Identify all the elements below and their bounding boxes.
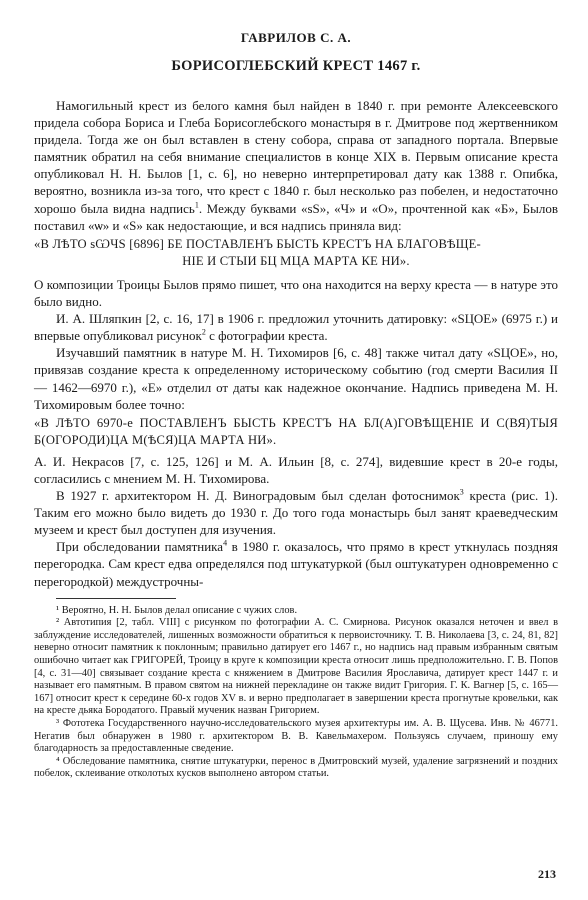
article-body (34, 97, 558, 590)
footnotes (34, 605, 558, 781)
paragraph-6 (34, 487, 558, 538)
inscription-tikhomirov: «В ЛѢТО 6970-е ПОСТАВЛЕНЪ БЫСТЬ КРЕСТЪ НА БЛ(А)ГОВѢЩЕНІЕ И С(ВЯ)ТЫЯ Б(ОГОРОДИ)ЦА М(ѢСЯ)ЦА МАРТА НИ». (34, 415, 558, 447)
footnote-ref[interactable]: 2 (201, 327, 206, 337)
paragraph-text: креста (рис. 1). Таким его можно было видеть до 1930 г. До того года монастырь был занят краеведческим музеем и крест был доступен для изучения. (34, 488, 558, 538)
paragraph-3 (34, 310, 558, 344)
inscription-line-1: «В ЛѢТО ѕѠЧS [6896] БЕ ПОСТАВЛЕНЪ БЫСТЬ КРЕСТЪ НА БЛАГОВѢЩЕ- (34, 236, 481, 251)
paragraph-7 (34, 538, 558, 589)
inscription-line-2: НІЕ И СТЫИ БЦ МЦА МАРТА КЕ НИ». (182, 253, 410, 268)
paragraph-text: с фотографии креста. (205, 328, 328, 344)
paragraph-text: в 1980 г. оказалось, что прямо в крест уткнулась поздняя перегородка. Сам крест едва определялся под штукатуркой (был оштукатурен одновременно с перегородкой) междустрочны- (34, 539, 558, 589)
footnote-2: ² Автотипия [2, табл. VIII] с рисунком по фотографии А. С. Смирнова. Рисунок оказался неточен и ввел в заблуждение исследователей, лишенных возможности обратиться к первоисточнику. Т. В. Николаева [3, с. 24, 81, 82] неверно относит памятник к поклонным; правильно датирует его 1467 г., но надпись над правым избранным святым ошибочно читает как ГРИГОРЕЙ, Троицу в круге к композиции креста относит лишь предположительно. Г. В. Попов [4, с. 31—40] связывает создание креста с княжением в Дмитрове Василия Ярославича, датирует крест 1447 г. и называет его памятным. В правом святом на нижней перекладине он также видит Григория. Г. К. Вагнер [5, с. 165—167] относит крест к середине 60-х годов XV в. и верно предполагает в завершении креста прогнутые кровельки, как на кресте дьяка Бородатого. Правый мученик назван Григорием. (34, 617, 558, 717)
paragraph-2: О композиции Троицы Былов прямо пишет, что она находится на верху креста — в натуре это было видно. (34, 276, 558, 310)
paragraph-text: При обследовании памятника (56, 539, 224, 555)
paragraph-4: Изучавший памятник в натуре М. Н. Тихомиров [6, с. 48] также читал дату «ЅЦОЕ», но, привязав создание креста к определенному историческому событию (год смерти Василия II — 1462—6970 г.), «Е» отделил от даты как надежное окончание. Надпись приведена М. Н. Тихомировым более точно: (34, 345, 558, 412)
footnote-ref[interactable]: 1 (194, 200, 199, 210)
footnote-ref[interactable]: 3 (459, 487, 464, 497)
paragraph-text: И. А. Шляпкин [2, с. 16, 17] в 1906 г. предложил уточнить датировку: «ЅЦОЕ» (6975 г.) и впервые опубликовал рисунок (34, 311, 558, 344)
paragraph-text: Намогильный крест из белого камня был найден в 1840 г. при ремонте Алексеевского придела собора Бориса и Глеба Борисоглебского монастыря в г. Дмитрове под жертвенником придела. Тогда же он был вставлен в стену собора, справа от западного портала. Впервые памятник обратил на себя внимание специалистов в конце XIX в. Первым описание креста опубликовал Н. Н. Былов [1, с. 6], но неверно интерпретировал дату как 1388 г. Опибка, вероятно, возникла из-за того, что крест с 1840 г. был несколько раз побелен, и недостаточно хорошо была видна надпись (34, 98, 558, 216)
article-title: БОРИСОГЛЕБСКИЙ КРЕСТ 1467 г. (171, 58, 421, 74)
paragraph-1 (34, 97, 558, 234)
footnote-1: ¹ Вероятно, Н. Н. Былов делал описание с чужих слов. (56, 604, 298, 616)
footnote-ref[interactable]: 4 (223, 539, 228, 549)
inscription-bylov (34, 236, 558, 270)
paragraph-text: . Между буквами «ѕS», «Ч» и «О», прочтенной как «Б», Былов поставил «ѡ» и «S» как недостающие, и вся надпись приняла вид: (34, 200, 559, 233)
paragraph-5: А. И. Некрасов [7, с. 125, 126] и М. А. Ильин [8, с. 274], видевшие крест в 20-е годы, согласились с мнением М. Н. Тихомирова. (34, 453, 558, 486)
page-number: 213 (538, 867, 556, 881)
article-author: ГАВРИЛОВ С. А. (240, 30, 352, 45)
footnote-4: ⁴ Обследование памятника, снятие штукатурки, перенос в Дмитровский музей, удаление загрязнений и поздних побелок, склеивание отколотых кусков выполнено автором статьи. (34, 755, 558, 780)
footnote-3: ³ Фототека Государственного научно-исследовательского музея архитектуры им. А. В. Щусева. Инв. № 46771. Негатив был обнаружен в 1980 г. архитектором В. В. Кавельмахером. Пользуясь случаем, приношу ему благодарность за предоставленные сведение. (34, 717, 558, 755)
paragraph-text: В 1927 г. архитектором Н. Д. Виноградовым был сделан фотоснимок (56, 488, 460, 504)
footnote-divider (56, 598, 176, 599)
